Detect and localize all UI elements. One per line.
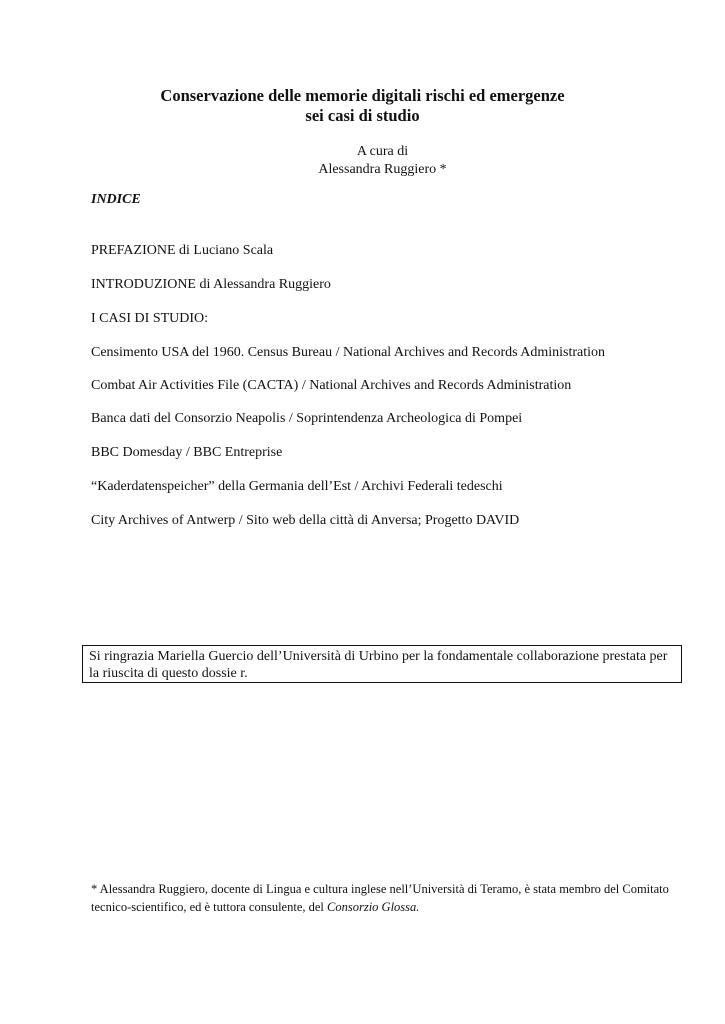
acknowledgement-text: Si ringrazia Mariella Guercio dell’Università di Urbino per la fondamentale collaborazione prestata per la riuscita di questo dossie r.	[89, 649, 668, 681]
editor-name: Alessandra Ruggiero *	[318, 162, 447, 177]
toc-item-case-studies: I CASI DI STUDIO:	[91, 311, 209, 326]
toc-item-preface: PREFAZIONE di Luciano Scala	[91, 243, 274, 258]
toc-item-case-5: “Kaderdatenspeicher” della Germania dell’Est / Archivi Federali tedeschi	[91, 479, 503, 494]
toc-item-case-1: Censimento USA del 1960. Census Bureau / National Archives and Records Administration	[91, 345, 606, 360]
toc-item-introduction: INTRODUZIONE di Alessandra Ruggiero	[91, 277, 331, 292]
footnote	[91, 880, 691, 916]
editor-label: A cura di	[356, 144, 409, 159]
document-title: Conservazione delle memorie digitali rischi ed emergenze	[160, 86, 565, 105]
toc-item-case-6: City Archives of Antwerp / Sito web della città di Anversa; Progetto DAVID	[91, 513, 520, 528]
toc-item-case-3: Banca dati del Consorzio Neapolis / Soprintendenza Archeologica di Pompei	[91, 411, 523, 426]
footnote-text: * Alessandra Ruggiero, docente di Lingua e cultura inglese nell’Università di Teramo, è stata membro del Comitato tecnico-scientifico, ed è tuttora consulente, del	[91, 882, 669, 914]
acknowledgement-box	[82, 645, 682, 683]
toc-item-case-4: BBC Domesday / BBC Entreprise	[91, 445, 283, 460]
footnote-emphasis: Consorzio Glossa.	[327, 900, 420, 914]
index-heading: INDICE	[91, 192, 141, 207]
document-subtitle: sei casi di studio	[305, 106, 420, 125]
toc-item-case-2: Combat Air Activities File (CACTA) / National Archives and Records Administration	[91, 378, 572, 393]
